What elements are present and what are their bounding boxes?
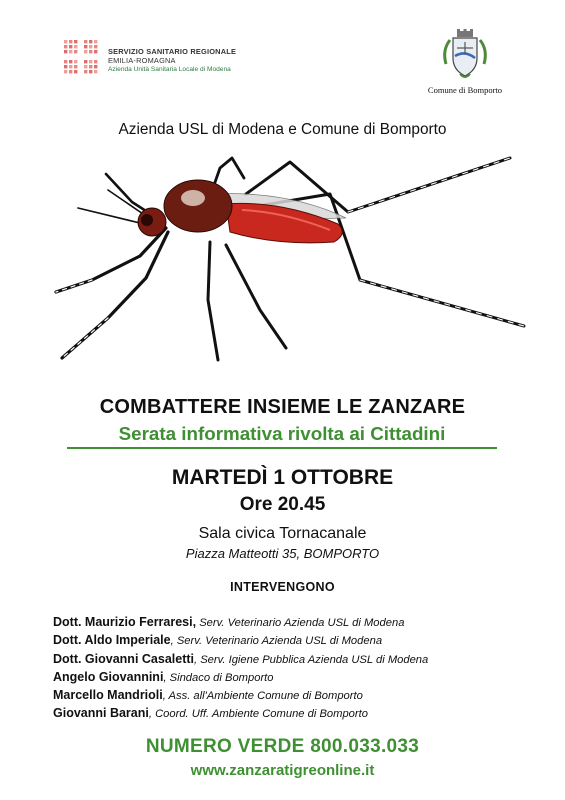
- ssr-line1: SERVIZIO SANITARIO REGIONALE: [108, 47, 237, 56]
- logo-dot: [79, 40, 82, 43]
- logo-dot: [89, 40, 92, 43]
- logo-dot: [69, 55, 72, 58]
- comune-label: Comune di Bomporto: [427, 85, 503, 95]
- logo-dot: [89, 45, 92, 48]
- logo-dot: [74, 65, 77, 68]
- logo-dot: [69, 60, 72, 63]
- speaker-role: Serv. Veterinario Azienda USL di Modena: [196, 617, 405, 629]
- logo-dot: [74, 40, 77, 43]
- speaker-name: Giovanni Barani: [53, 706, 149, 721]
- logo-dot: [84, 50, 87, 53]
- speaker-role: , Ass. all'Ambiente Comune di Bomporto: [162, 690, 363, 703]
- speaker-row: [53, 631, 533, 649]
- speaker-row: [53, 650, 533, 668]
- logo-dot: [79, 50, 82, 53]
- event-subtitle: Serata informativa rivolta ai Cittadini: [118, 423, 446, 444]
- logo-dot: [94, 70, 97, 73]
- logo-dot: [94, 65, 97, 68]
- speaker-row: [53, 613, 533, 631]
- logo-dot: [89, 60, 92, 63]
- logo-dot: [69, 50, 72, 53]
- speaker-name: Dott. Maurizio Ferraresi,: [53, 615, 197, 629]
- logo-dot: [64, 55, 67, 58]
- logo-dot: [69, 70, 72, 73]
- logo-dot: [84, 55, 87, 58]
- speaker-name: Dott. Aldo Imperiale: [53, 633, 171, 648]
- logo-dot: [94, 50, 97, 53]
- logo-dot: [74, 55, 77, 58]
- logo-dot: [64, 45, 67, 48]
- logo-dot: [74, 70, 77, 73]
- event-date: MARTEDÌ 1 OTTOBRE: [171, 466, 394, 489]
- logo-dot: [69, 40, 72, 43]
- logo-dot: [94, 55, 97, 58]
- logo-dot: [84, 40, 87, 43]
- event-subtitle-block: [67, 423, 497, 445]
- ssr-line2: EMILIA-ROMAGNA: [108, 56, 176, 65]
- logo-dot: [84, 60, 87, 63]
- logo-dot: [79, 45, 82, 48]
- speaker-name: Angelo Giovannini: [53, 669, 164, 684]
- logo-dot: [79, 55, 82, 58]
- logo-dot: [79, 60, 82, 63]
- logo-dot: [89, 70, 92, 73]
- speakers-list: [53, 613, 533, 723]
- event-time: Ore 20.45: [239, 494, 326, 515]
- logo-dot: [79, 65, 82, 68]
- logo-dot: [94, 40, 97, 43]
- speaker-role: , Sindaco di Bomporto: [163, 671, 274, 684]
- logo-dot: [84, 45, 87, 48]
- logo-dot: [64, 50, 67, 53]
- event-address: Piazza Matteotti 35, BOMPORTO: [185, 546, 380, 561]
- subtitle-underline: [67, 447, 497, 449]
- ssr-logo-icon: [62, 38, 100, 76]
- logo-dot: [84, 65, 87, 68]
- speaker-row: [53, 704, 533, 722]
- ssr-logo-text: [108, 47, 236, 74]
- organizer-title: Azienda USL di Modena e Comune di Bomporto: [118, 121, 447, 138]
- logo-dot: [94, 45, 97, 48]
- speaker-role: , Serv. Veterinario Azienda USL di Modena: [170, 635, 383, 648]
- website-link[interactable]: www.zanzaratigreonline.it: [190, 762, 375, 779]
- speaker-name: Dott. Giovanni Casaletti: [53, 651, 194, 666]
- speaker-role: , Coord. Uff. Ambiente Comune di Bomporto: [148, 708, 368, 721]
- toll-free-number: NUMERO VERDE 800.033.033: [145, 736, 420, 757]
- logo-dot: [64, 40, 67, 43]
- event-title: COMBATTERE INSIEME LE ZANZARE: [99, 396, 466, 418]
- logo-dot: [89, 65, 92, 68]
- logo-dot: [64, 70, 67, 73]
- speaker-row: [53, 668, 533, 686]
- logo-dot: [69, 45, 72, 48]
- comune-crest-icon: [440, 28, 490, 82]
- logo-dot: [64, 60, 67, 63]
- speaker-row: [53, 686, 533, 704]
- logo-dot: [74, 60, 77, 63]
- speaker-name: Marcello Mandrioli: [53, 688, 163, 703]
- speakers-heading: INTERVENGONO: [230, 580, 335, 594]
- logo-dot: [79, 70, 82, 73]
- logo-dot: [84, 70, 87, 73]
- logo-dot: [69, 65, 72, 68]
- logo-dot: [74, 50, 77, 53]
- event-venue: Sala civica Tornacanale: [198, 525, 367, 542]
- logo-dot: [94, 60, 97, 63]
- logo-dot: [89, 55, 92, 58]
- logo-dot: [74, 45, 77, 48]
- logo-dot: [64, 65, 67, 68]
- mosquito-illustration: [48, 150, 533, 380]
- ssr-line3: Azienda Unità Sanitaria Locale di Modena: [108, 66, 231, 73]
- speaker-role: , Serv. Igiene Pubblica Azienda USL di Modena: [194, 653, 429, 666]
- logo-dot: [89, 50, 92, 53]
